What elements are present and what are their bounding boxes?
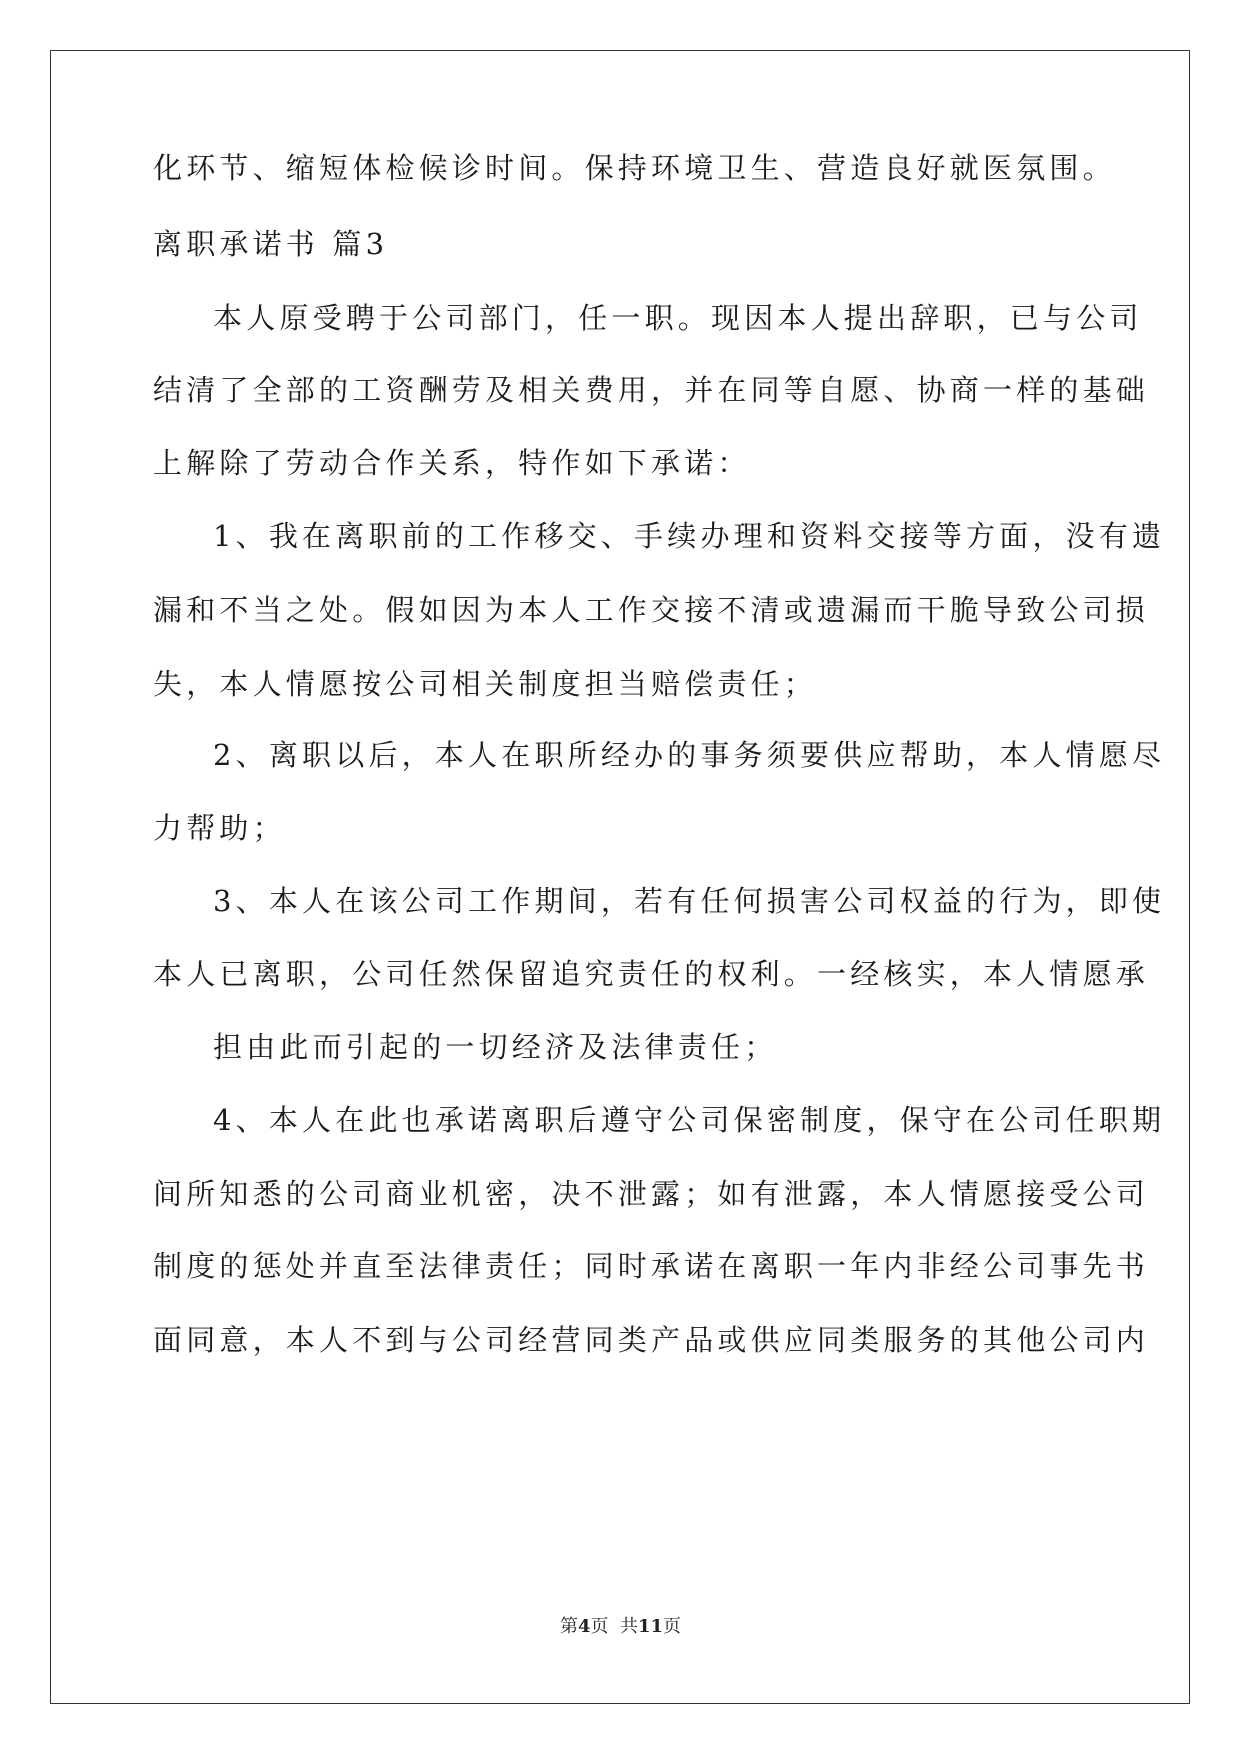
text-line: 2、离职以后，本人在职所经办的事务须要供应帮助，本人情愿尽 (213, 738, 1166, 772)
text-line: 结清了全部的工资酬劳及相关费用，并在同等自愿、协商一样的基础 (153, 373, 1150, 407)
footer-prefix: 第 (559, 1616, 578, 1637)
text-line: 间所知悉的公司商业机密，决不泄露；如有泄露，本人情愿接受公司 (153, 1177, 1150, 1211)
text-line: 4、本人在此也承诺离职后遵守公司保密制度，保守在公司任职期 (213, 1103, 1166, 1137)
text-line: 失，本人情愿按公司相关制度担当赔偿责任； (153, 667, 818, 701)
footer-mid: 页 共 (590, 1616, 638, 1637)
text-line: 担由此而引起的一切经济及法律责任； (213, 1030, 778, 1064)
current-page-number: 4 (577, 1616, 591, 1637)
total-pages-number: 11 (637, 1616, 664, 1637)
text-line: 制度的惩处并直至法律责任；同时承诺在离职一年内非经公司事先书 (153, 1249, 1150, 1283)
text-line: 化环节、缩短体检候诊时间。保持环境卫生、营造良好就医氛围。 (153, 151, 1116, 185)
text-line: 漏和不当之处。假如因为本人工作交接不清或遗漏而干脆导致公司损 (153, 593, 1150, 627)
page-footer (0, 1615, 1241, 1639)
text-line: 本人原受聘于公司部门，任一职。现因本人提出辞职，已与公司 (213, 301, 1143, 335)
text-line: 力帮助； (153, 811, 286, 845)
text-line: 3、本人在该公司工作期间，若有任何损害公司权益的行为，即使 (213, 884, 1166, 918)
footer-suffix: 页 (663, 1616, 682, 1637)
text-line: 本人已离职，公司任然保留追究责任的权利。一经核实，本人情愿承 (153, 957, 1150, 991)
text-line: 上解除了劳动合作关系，特作如下承诺： (153, 446, 751, 480)
text-line: 面同意，本人不到与公司经营同类产品或供应同类服务的其他公司内 (153, 1323, 1150, 1357)
section-heading: 离职承诺书 篇3 (153, 227, 389, 261)
text-line: 1、我在离职前的工作移交、手续办理和资料交接等方面，没有遗 (213, 519, 1166, 553)
